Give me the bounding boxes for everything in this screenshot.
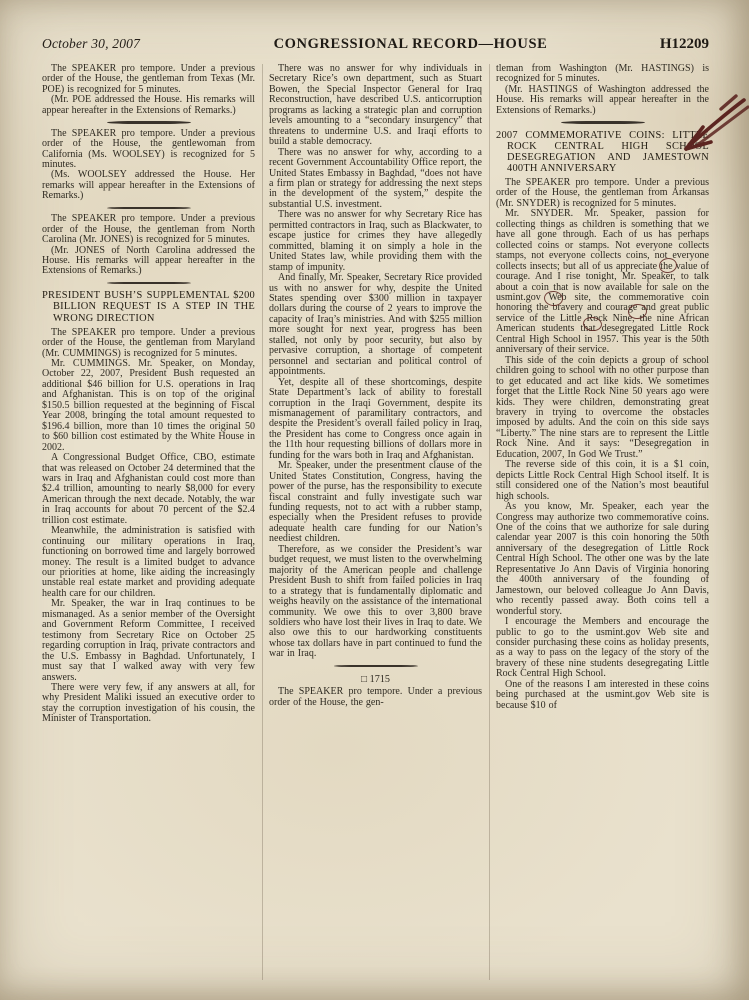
section-divider: [334, 665, 418, 667]
paragraph-woolsey-remarks: (Ms. WOOLSEY addressed the House. Her remarks will appear hereafter in the Extensions of Remarks.): [42, 169, 255, 202]
heading-commemorative-coins: 2007 COMMEMORATIVE COINS: LITTLE ROCK CENTRAL HIGH SCHOOL DESEGREGATION AND JAMESTOWN 400TH ANNIVERSARY: [496, 129, 709, 174]
paragraph-cummings-2: A Congressional Budget Office, CBO, estimate that was released on October 24 determined that the wars in Iraq and Afghanistan could cost more than $2.4 trillion, amounting to nearly $8,000 for every American through the next decade. Notably, the war in Iraq accounts for about 70 percent of the $2.4 trillion cost estimate.: [42, 452, 255, 526]
paragraph-speaker-hastings-start: The SPEAKER pro tempore. Under a previous order of the House, the gen-: [269, 686, 482, 708]
paragraph-therefore: Therefore, as we consider the President’s war budget request, we must listen to the overwhelming majority of the American people and challenge President Bush to shift from failed policies in Iraq to a strategy that is fundamentally diplomatic and weighs heavily on the assistance of the international community. We owe this to over 3,800 brave soldiers who have lost their lives in Iraq to date. We also owe this to our hardworking constituents whose tax dollars have in part continued to fund the war in Iraq.: [269, 543, 482, 660]
paragraph-no-answer-4: And finally, Mr. Speaker, Secretary Rice provided us with no answer for why, despite the United States spending over $300 million in taxpayer dollars during the course of 2 years to improve the capacity of Iraq’s ministries. And with $255 million more sought for next year, progress has been stalled, not only by poor security, but also by pervasive corruption, a shortage of competent personnel and sectarian and political control of appointments.: [269, 272, 482, 378]
paragraph-no-answer-1: There was no answer for why individuals in Secretary Rice’s own department, such as Stuart Bowen, the Special Inspector General for Iraq Reconstruction, have described U.S. anticorruption programs as lacking a strategic plan and corruption levels amounting to a “secondary insurgency” that threatens to undermine U.S. and Iraqi efforts to build a stable democracy.: [269, 63, 482, 148]
paragraph-cummings-1: Mr. CUMMINGS. Mr. Speaker, on Monday, October 22, 2007, President Bush requested an additional $46 billion for U.S. operations in Iraq and Afghanistan. This is on top of the original $150.5 billion requested at the beginning of Fiscal Year 2008, bringing the total amount requested to $196.4 billion, more than 10 times the original 50 to $60 billion cost estimated by the White House in 2002.: [42, 357, 255, 453]
page-number: H12209: [659, 36, 709, 52]
paragraph-speaker-snyder: The SPEAKER pro tempore. Under a previous order of the House, the gentleman from Arkansas (Mr. SNYDER) is recognized for 5 minutes.: [496, 177, 709, 209]
paragraph-jones-remarks: (Mr. JONES of North Carolina addressed the House. His remarks will appear hereafter in the Extensions of Remarks.): [42, 244, 255, 277]
column-2: [269, 64, 482, 994]
page-body: [42, 64, 709, 994]
section-divider: [107, 121, 191, 123]
paragraph-no-answer-3: There was no answer for why Secretary Rice has permitted contractors in Iraq, such as Blackwater, to escape justice for crimes they have allegedly committed, blaming it on simply a hole in the United States law, while providing them with the stamp of impunity.: [269, 209, 482, 273]
paragraph-snyder-5: I encourage the Members and encourage the public to go to the usmint.gov Web site and consider purchasing these coins as holiday presents, as a way to pass on the legacy of the story of the bravery of these nine students desegregating Little Rock Central High School.: [496, 616, 709, 680]
paragraph-yet-despite: Yet, despite all of these shortcomings, despite State Department’s lack of ability to forestall corruption in the Iraqi Government, despite its mismanagement of paramilitary contractors, and despite the President’s overall failed policy in Iraq, the President has come to Congress once again in the 11th hour requesting billions of dollars more in funding for the wars both in Iraq and Afghanistan.: [269, 376, 482, 461]
heading-bush-supplemental: PRESIDENT BUSH’S SUPPLEMENTAL $200 BILLION REQUEST IS A STEP IN THE WRONG DIRECTION: [42, 290, 255, 324]
time-marker-1715: □ 1715: [360, 674, 391, 686]
column-3: [496, 64, 709, 994]
paragraph-cummings-3: Meanwhile, the administration is satisfied with continuing our military operations in Iraq, functioning on borrowed time and largely borrowed money. The result is a limited budget to advance our priorities at home, like aiding the increasingly unstable real estate market and providing adequate health care for our children.: [42, 525, 255, 599]
paragraph-speaker-woolsey: The SPEAKER pro tempore. Under a previous order of the House, the gentlewoman from California (Ms. WOOLSEY) is recognized for 5 minutes.: [42, 127, 255, 171]
section-divider: [561, 121, 645, 123]
paragraph-speaker-hastings-end: tleman from Washington (Mr. HASTINGS) is recognized for 5 minutes.: [496, 63, 709, 85]
page-header: [42, 36, 709, 53]
paragraph-presentment: Mr. Speaker, under the presentment clause of the United States Constitution, Congress, having the power of the purse, has the responsibility to execute fiscal constraint and fully investigate such war funding requests, not to act with a rubber stamp, especially when the President refuses to provide adequate health care funding for our Nation’s neediest children.: [269, 460, 482, 545]
paragraph-snyder-6: One of the reasons I am interested in these coins being purchased at the usmint.gov Web site is because $10 of: [496, 678, 709, 711]
masthead-title: CONGRESSIONAL RECORD—HOUSE: [273, 36, 548, 52]
paragraph-cummings-4: Mr. Speaker, the war in Iraq continues to be mismanaged. As a senior member of the Oversight and Government Reform Committee, I received testimony from Secretary Rice on October 25 regarding corruption in Iraq, private contractors and the U.S. Embassy in Baghdad. Unfortunately, I must say that I walked away with very few answers.: [42, 598, 255, 683]
paragraph-speaker-poe: The SPEAKER pro tempore. Under a previous order of the House, the gentleman from Texas (Mr. POE) is recognized for 5 minutes.: [42, 63, 255, 95]
paragraph-cummings-5: There were very few, if any answers at all, for why President Maliki issued an executive order to stay the corruption investigation of his cousin, the Minister of Transportation.: [42, 682, 255, 725]
column-1: [42, 64, 255, 994]
paragraph-speaker-jones: The SPEAKER pro tempore. Under a previous order of the House, the gentleman from North Carolina (Mr. JONES) is recognized for 5 minutes.: [42, 213, 255, 246]
paragraph-speaker-cummings: The SPEAKER pro tempore. Under a previous order of the House, the gentleman from Maryland (Mr. CUMMINGS) is recognized for 5 minutes.: [42, 326, 255, 359]
paragraph-poe-remarks: (Mr. POE addressed the House. His remarks will appear hereafter in the Extensions of Remarks.): [42, 94, 255, 116]
issue-date: October 30, 2007: [42, 36, 141, 51]
section-divider: [107, 282, 191, 284]
paragraph-hastings-remarks: (Mr. HASTINGS of Washington addressed the House. His remarks will appear hereafter in the Extensions of Remarks.): [496, 83, 709, 116]
paragraph-snyder-4: As you know, Mr. Speaker, each year the Congress may authorize two commemorative coins. One of the coins that we authorize for sale during calendar year 2007 is this coin honoring the 50th anniversary of the desegregation of Little Rock Central High School. The other one was by the late Representative Jo Ann Davis of Virginia honoring the 400th anniversary of the founding of Jamestown, our beloved colleague Jo Ann Davis, who recently passed away. Both coins tell a wonderful story.: [496, 501, 709, 617]
section-divider: [107, 207, 191, 209]
paragraph-no-answer-2: There was no answer for why, according to a recent Government Accountability Office report, the United States Embassy in Baghdad, “does not have a firm plan or strategy for addressing the next steps in the development of the system,” despite the substantial U.S. investment.: [269, 146, 482, 210]
paragraph-snyder-1: Mr. SNYDER. Mr. Speaker, passion for collecting things as children is something that we have all gone through. Each of us has perhaps collected coins or stamps. Not everyone collects stamps, not everyone collects coins, not everyone collects insects; but all of us appreciate the value of courage. And I rise tonight, Mr. Speaker, to talk about a coin that is now available for sale on the usmint.gov Web site, the commemorative coin honoring the bravery and courage and great public service of the Little Rock Nine, the nine African American students that desegregated Little Rock Central High School in 1957. This year is the 50th anniversary of their service.: [496, 208, 709, 356]
paragraph-snyder-2: This side of the coin depicts a group of school children going to school with no other purpose than to get educated and act like kids. We sometimes forget that the Little Rock Nine 50 years ago were kids. They were children, demonstrating great bravery in trying to overcome the obstacles imposed by adults. And the coin on this side says “Liberty.” The nine stars are to represent the Little Rock Nine. And it says: “Desegregation in Education, 2007, In God We Trust.”: [496, 354, 709, 460]
paragraph-snyder-3: The reverse side of this coin, it is a $1 coin, depicts Little Rock Central High School itself. It is still considered one of the Nation’s most beautiful high schools.: [496, 459, 709, 502]
